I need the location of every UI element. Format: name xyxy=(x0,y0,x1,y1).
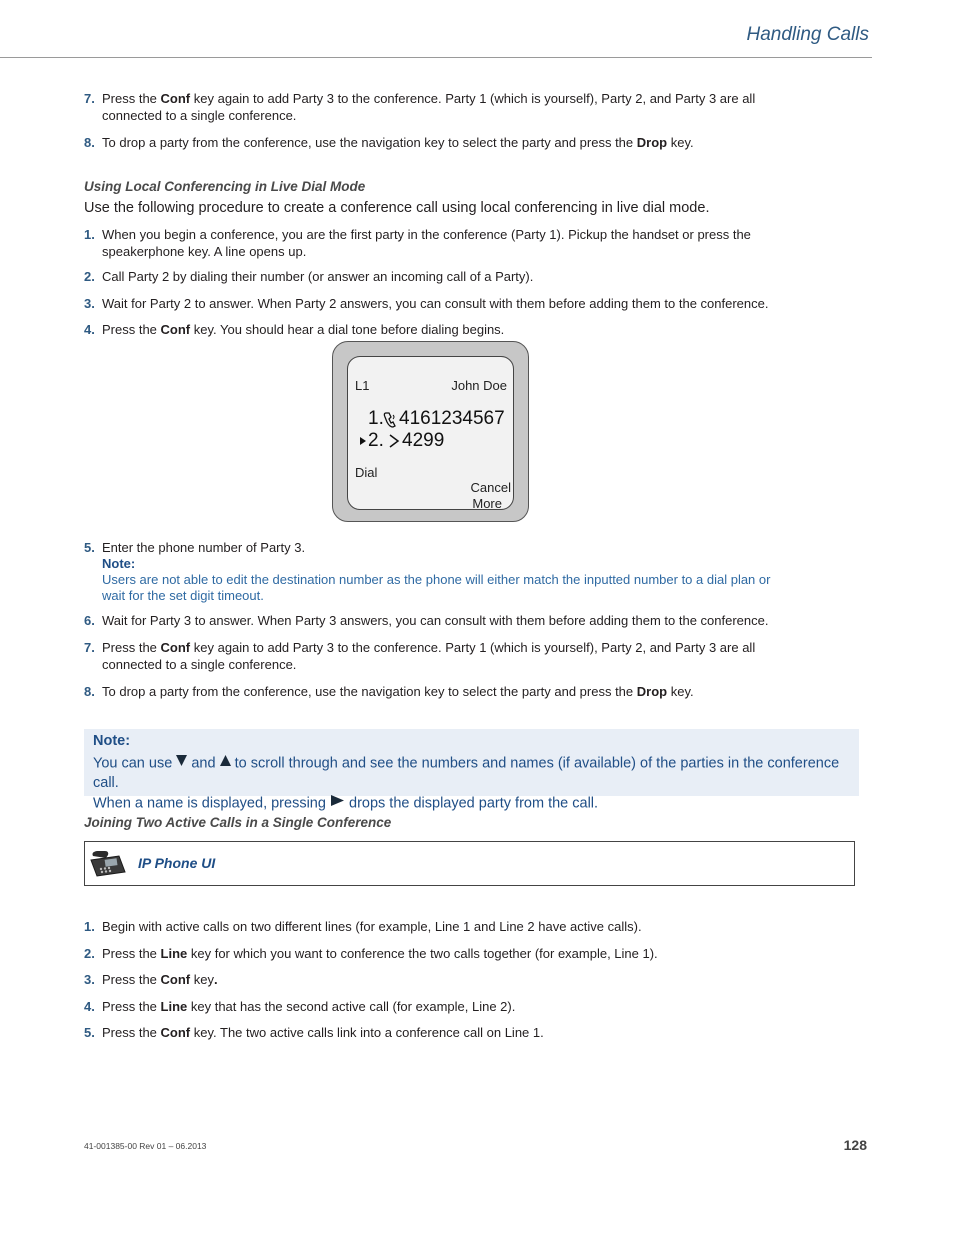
step-text: Press the Conf key. You should hear a dial tone before dialing begins. xyxy=(102,322,505,337)
step-text: When you begin a conference, you are the first party in the conference (Party 1). Pickup the handset or press the speakerphone key. A line opens up. xyxy=(102,227,751,259)
softkey-dial[interactable]: Dial xyxy=(355,465,378,480)
procedure-step xyxy=(84,998,784,1015)
phone-screen xyxy=(347,356,514,510)
procedure-step xyxy=(84,321,784,338)
inline-note-label: Note: xyxy=(102,556,136,571)
note-box-text: You can use and to scroll through and see the numbers and names (if available) of the parties in the conference call. When a name is displayed, pressing drops the displayed party from the call. xyxy=(93,755,840,812)
inline-note-text: Users are not able to edit the destination number as the phone will either match the inputted number to a dial plan or wait for the set digit timeout. xyxy=(102,572,771,603)
page-header-title: Handling Calls xyxy=(746,24,869,45)
step-text: Press the Conf key. xyxy=(102,972,218,987)
step-number: 5. xyxy=(84,540,95,555)
step-number: 5. xyxy=(84,1025,95,1040)
procedure-step xyxy=(84,971,784,988)
procedure-step xyxy=(84,945,784,962)
procedure-step xyxy=(84,1024,784,1041)
down-arrow-key-icon xyxy=(176,754,187,774)
phone-display-illustration xyxy=(332,341,529,522)
right-arrow-key-icon xyxy=(330,794,345,814)
step-text: Press the Conf key again to add Party 3 to the conference. Party 1 (which is yourself), Party 2, and Party 3 are all connected to a single conference. xyxy=(102,640,756,672)
outgoing-arrow-icon xyxy=(388,433,400,452)
step-number: 8. xyxy=(84,684,95,699)
procedure-step xyxy=(84,639,784,673)
caller-name: John Doe xyxy=(451,378,507,393)
step-number: 3. xyxy=(84,296,95,311)
step-text: Enter the phone number of Party 3. xyxy=(102,540,306,555)
step-text: Press the Conf key again to add Party 3 to the conference. Party 1 (which is yourself), Party 2, and Party 3 are all connected to a single conference. xyxy=(102,91,756,123)
softkey-more[interactable]: More xyxy=(472,496,502,511)
footer-document-id: 41-001385-00 Rev 01 – 06.2013 xyxy=(84,1141,207,1151)
note-box xyxy=(84,729,859,812)
up-arrow-key-icon xyxy=(220,754,231,774)
step-text: Press the Line key for which you want to conference the two calls together (for example, Line 1). xyxy=(102,946,658,961)
page-number: 128 xyxy=(843,1137,867,1153)
procedure-step xyxy=(84,226,784,260)
procedure-step xyxy=(84,683,784,700)
procedure-step xyxy=(84,268,784,285)
softkey-cancel[interactable]: Cancel xyxy=(470,480,511,495)
step-number: 4. xyxy=(84,999,95,1014)
ip-phone-ui-label: IP Phone UI xyxy=(138,855,216,871)
ip-phone-ui-banner xyxy=(84,841,855,886)
top-step xyxy=(84,134,784,151)
step-text: Wait for Party 2 to answer. When Party 2 answers, you can consult with them before adding them to the conference. xyxy=(102,296,769,311)
header-rule xyxy=(0,57,872,58)
step-number: 6. xyxy=(84,613,95,628)
entry-1-prefix: 1. xyxy=(368,408,384,429)
step-text: To drop a party from the conference, use the navigation key to select the party and press the Drop key. xyxy=(102,135,694,150)
inline-note xyxy=(102,556,782,604)
step-number: 3. xyxy=(84,972,95,987)
entry-2-number: 4299 xyxy=(402,430,445,451)
step-number: 7. xyxy=(84,640,95,655)
step-text: Press the Line key that has the second active call (for example, Line 2). xyxy=(102,999,516,1014)
step-number: 8. xyxy=(84,135,95,150)
step-number: 7. xyxy=(84,91,95,106)
step-number: 4. xyxy=(84,322,95,337)
entry-1-number: 4161234567 xyxy=(399,408,505,429)
step-number: 1. xyxy=(84,919,95,934)
step-text: To drop a party from the conference, use the navigation key to select the party and press the Drop key. xyxy=(102,684,694,699)
section-intro: Use the following procedure to create a conference call using local conferencing in live dial mode. xyxy=(84,200,710,216)
step-number: 1. xyxy=(84,227,95,242)
ip-phone-icon xyxy=(89,848,127,881)
step-text: Begin with active calls on two different lines (for example, Line 1 and Line 2 have active calls). xyxy=(102,919,642,934)
step-text: Call Party 2 by dialing their number (or answer an incoming call of a Party). xyxy=(102,269,534,284)
line-indicator: L1 xyxy=(355,378,370,393)
top-step xyxy=(84,90,784,124)
procedure-step xyxy=(84,612,784,629)
note-box-label: Note: xyxy=(93,733,131,749)
entry-2-prefix: 2. xyxy=(368,430,384,451)
selection-pointer-icon xyxy=(359,434,367,449)
section-heading-live-dial: Using Local Conferencing in Live Dial Mode xyxy=(84,179,366,194)
step-text: Wait for Party 3 to answer. When Party 3 answers, you can consult with them before adding them to the conference. xyxy=(102,613,769,628)
step-number: 2. xyxy=(84,946,95,961)
procedure-step xyxy=(84,918,784,935)
step-number: 2. xyxy=(84,269,95,284)
step-text: Press the Conf key. The two active calls link into a conference call on Line 1. xyxy=(102,1025,544,1040)
procedure-step xyxy=(84,539,784,556)
procedure-step xyxy=(84,295,784,312)
section-heading-join-calls: Joining Two Active Calls in a Single Conference xyxy=(84,815,392,830)
speaker-icon xyxy=(383,411,397,432)
